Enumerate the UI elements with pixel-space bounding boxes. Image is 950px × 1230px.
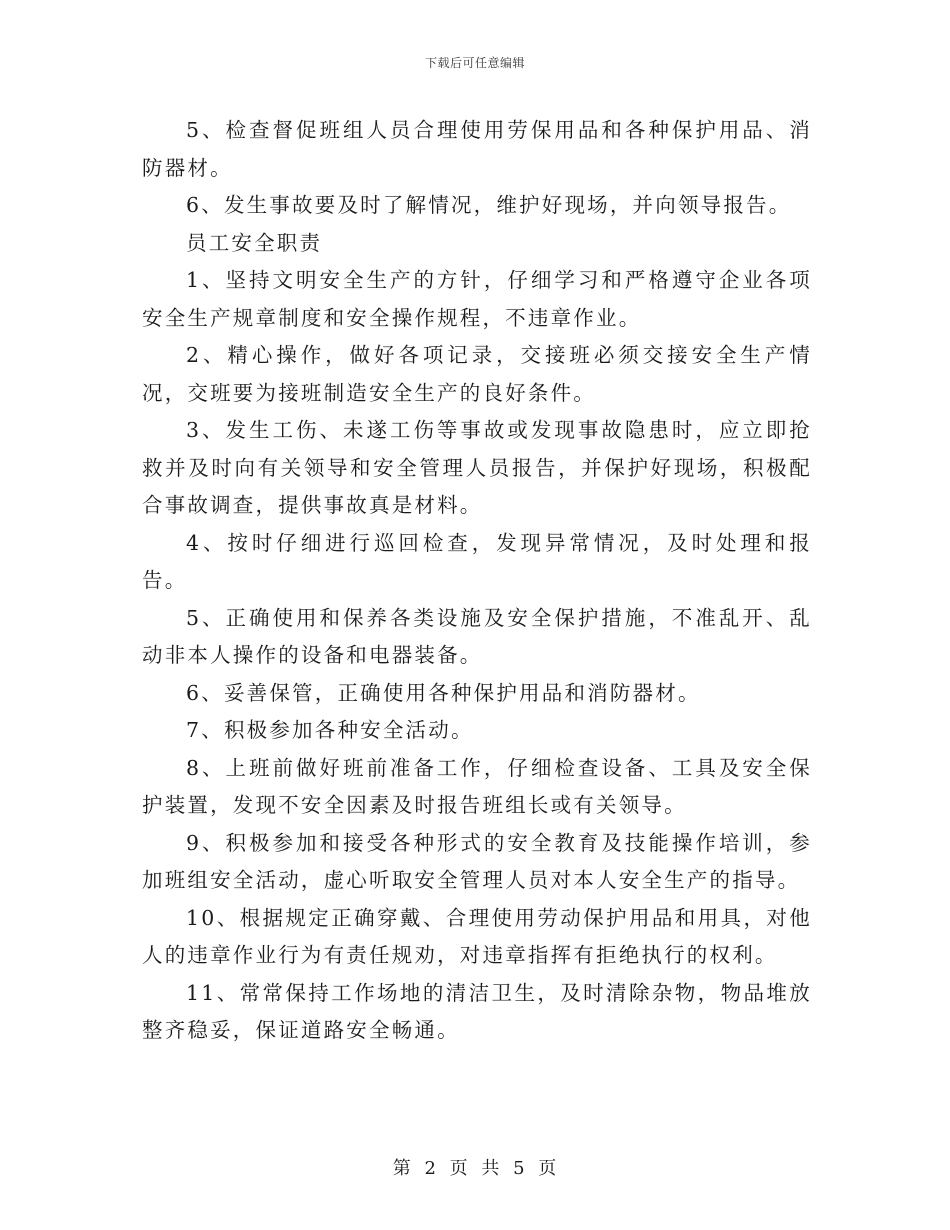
document-body xyxy=(142,112,812,1050)
paragraph-duty-10: 10、根据规定正确穿戴、合理使用劳动保护用品和用具，对他人的违章作业行为有责任规劝，对违章指挥有拒绝执行的权利。 xyxy=(142,905,812,967)
page-header: 下载后可任意编辑 xyxy=(424,56,525,70)
paragraph-item-6-accident: 6、发生事故要及时了解情况，维护好现场，并向领导报告。 xyxy=(186,193,792,217)
paragraph-item-5-ppe: 5、检查督促班组人员合理使用劳保用品和各种保护用品、消防器材。 xyxy=(142,118,812,180)
paragraph-duty-4: 4、按时仔细进行巡回检查，发现异常情况，及时处理和报告。 xyxy=(142,530,812,592)
paragraph-duty-3: 3、发生工伤、未遂工伤等事故或发现事故隐患时，应立即抢救并及时向有关领导和安全管理人员报告，并保护好现场，积极配合事故调查，提供事故真是材料。 xyxy=(142,418,812,517)
paragraph-duty-11: 11、常常保持工作场地的清洁卫生，及时清除杂物，物品堆放整齐稳妥，保证道路安全畅通。 xyxy=(142,980,812,1042)
paragraph-duty-5: 5、正确使用和保养各类设施及安全保护措施，不准乱开、乱动非本人操作的设备和电器装备。 xyxy=(142,605,812,667)
section-heading: 员工安全职责 xyxy=(186,230,323,255)
paragraph-duty-1: 1、坚持文明安全生产的方针，仔细学习和严格遵守企业各项安全生产规章制度和安全操作规程，不违章作业。 xyxy=(142,268,812,330)
paragraph-duty-2: 2、精心操作，做好各项记录，交接班必须交接安全生产情况，交班要为接班制造安全生产的良好条件。 xyxy=(142,343,812,405)
page-number-footer: 第 2 页 共 5 页 xyxy=(392,1158,558,1179)
paragraph-duty-6: 6、妥善保管，正确使用各种保护用品和消防器材。 xyxy=(186,680,701,705)
paragraph-duty-7: 7、积极参加各种安全活动。 xyxy=(186,718,474,742)
paragraph-duty-8: 8、上班前做好班前准备工作，仔细检查设备、工具及安全保护装置，发现不安全因素及时报告班组长或有关领导。 xyxy=(142,755,812,817)
paragraph-duty-9: 9、积极参加和接受各种形式的安全教育及技能操作培训，参加班组安全活动，虚心听取安全管理人员对本人安全生产的指导。 xyxy=(142,830,812,892)
